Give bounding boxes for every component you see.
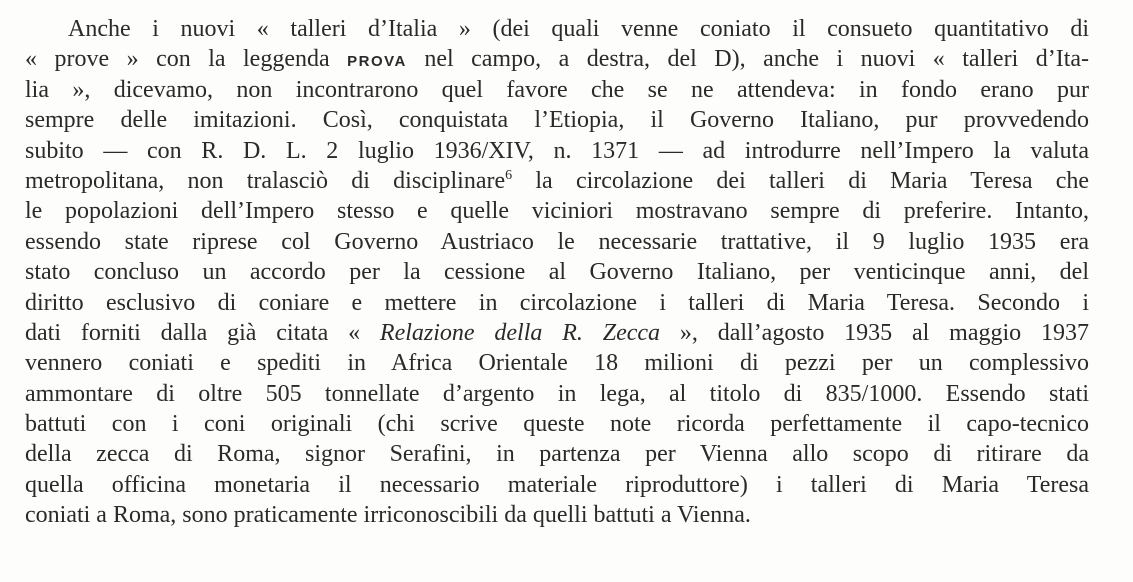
text-run: « prove » con la leggenda [25,46,348,73]
prova-legend: PROVA [347,53,407,71]
text-line: essendo state riprese col Governo Austriaco le necessarie trattative, il 9 luglio 1935 era [25,228,1089,255]
text-line: Anche i nuovi « talleri d’Italia » (dei quali venne coniato il consueto quantitativo di [68,16,1089,42]
text-run: dati forniti dalla già citata « [25,319,380,346]
text-line: battuti con i coni originali (chi scrive queste note ricorda perfettamente il capo-tecnico [25,411,1089,438]
text-line: quella officina monetaria il necessario materiale riproduttore) i talleri di Maria Teresa [25,471,1089,498]
text-run: la circolazione dei talleri di Maria Teresa che [512,167,1090,194]
text-run: », dall’agosto 1935 al maggio 1937 [660,319,1089,346]
text-line [25,44,1089,74]
text-line: le popolazioni dell’Impero stesso e quelle viciniori mostravano sempre di preferire. Intanto, [25,198,1089,225]
cited-title: Relazione della R. Zecca [379,319,661,346]
text-line: lia », dicevamo, non incontrarono quel favore che se ne attendeva: in fondo erano pur [25,76,1089,103]
text-line [25,166,1089,196]
text-line: diritto esclusivo di coniare e mettere in circolazione i talleri di Maria Teresa. Secondo i [25,289,1089,316]
footnote-marker: 6 [505,167,513,183]
text-run: metropolitana, non tralasciò di disciplinare [25,167,506,194]
text-line: stato concluso un accordo per la cessione al Governo Italiano, per venticinque anni, del [25,259,1089,286]
text-line: vennero coniati e spediti in Africa Orientale 18 milioni di pezzi per un complessivo [25,350,1089,377]
text-line [25,318,1089,348]
text-line: subito — con R. D. L. 2 luglio 1936/XIV, n. 1371 — ad introdurre nell’Impero la valuta [25,137,1089,164]
text-line: della zecca di Roma, signor Serafini, in partenza per Vienna allo scopo di ritirare da [25,441,1089,468]
body-paragraph [25,14,1089,531]
text-run: nel campo, a destra, del D), anche i nuovi « talleri d’Ita- [406,46,1090,73]
text-line: ammontare di oltre 505 tonnellate d’argento in lega, al titolo di 835/1000. Essendo stati [25,380,1089,407]
text-line: coniati a Roma, sono praticamente irriconoscibili da quelli battuti a Vienna. [25,502,751,529]
text-line: sempre delle imitazioni. Così, conquistata l’Etiopia, il Governo Italiano, pur provvedendo [25,107,1089,134]
